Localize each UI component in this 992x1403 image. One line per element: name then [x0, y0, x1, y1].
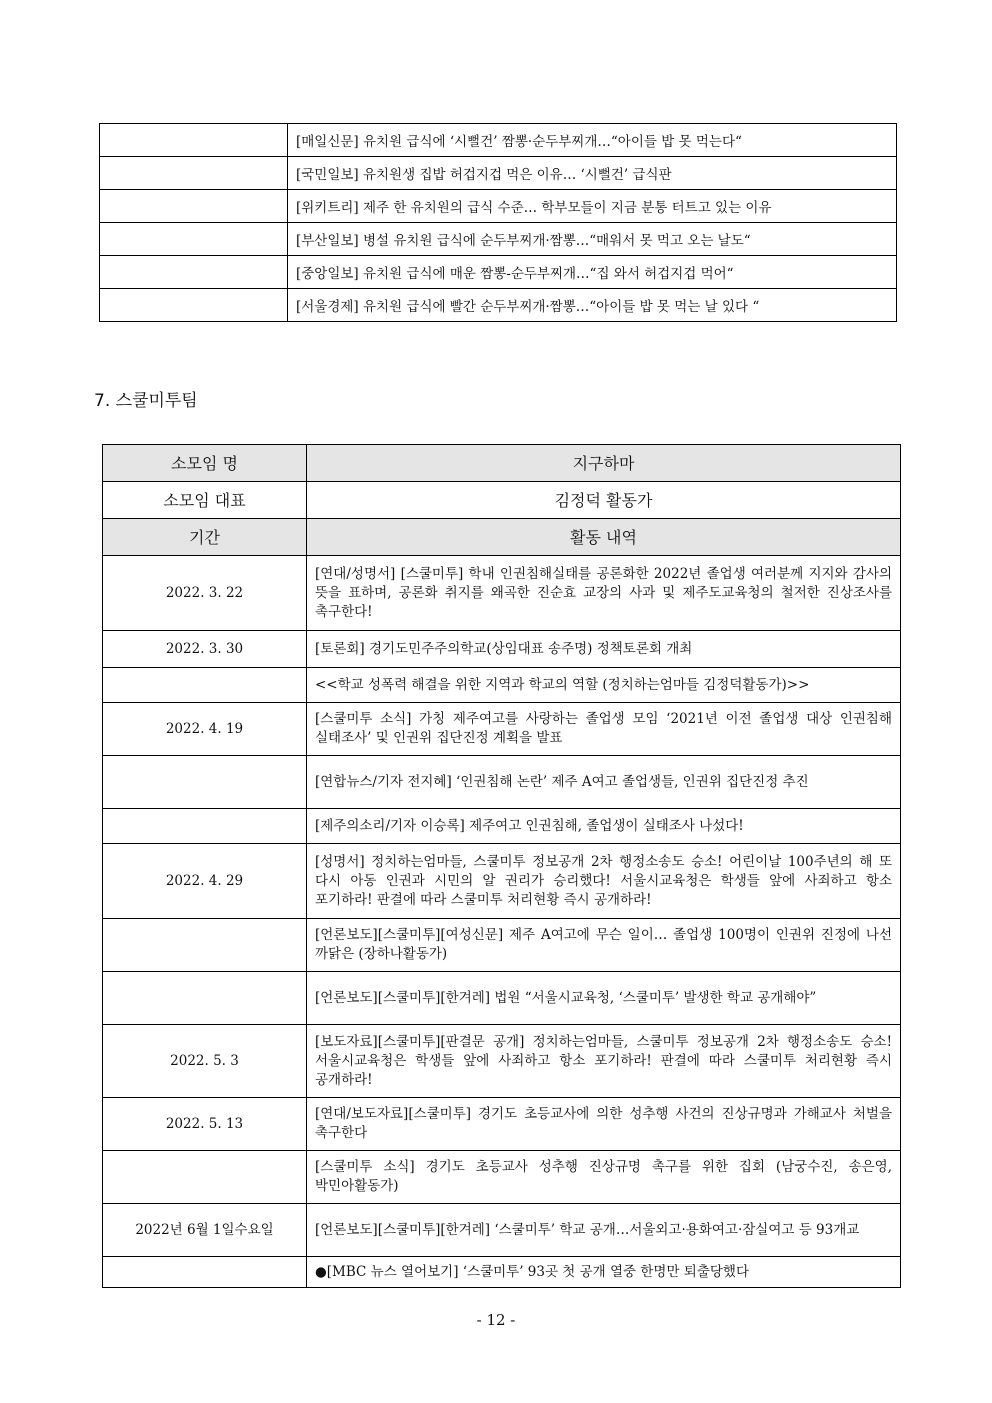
group-name-row: [103, 445, 901, 482]
activity-text: [토론회] 경기도민주주의학교(상임대표 송주명) 정책토론회 개최: [307, 631, 901, 668]
table-row: [100, 223, 897, 256]
activity-date: 2022. 5. 13: [103, 1098, 307, 1151]
activity-text: ●[MBC 뉴스 열어보기] ‘스쿨미투’ 93곳 첫 공개 열중 한명만 퇴출당했다: [307, 1257, 901, 1288]
news-item: [서울경제] 유치원 급식에 빨간 순두부찌개·짬뽕…“아이들 밥 못 먹는 날 있다 “: [288, 289, 897, 322]
activity-table: [102, 444, 901, 1288]
news-item: [국민일보] 유치원생 집밥 허겁지겁 먹은 이유… ‘시뻘건’ 급식판: [288, 157, 897, 190]
table-header-row: [103, 519, 901, 556]
activity-text: [언론보도][스쿨미투][한겨레] 법원 “서울시교육청, ‘스쿨미투’ 발생한 학교 공개해야”: [307, 972, 901, 1025]
table-row: [103, 631, 901, 668]
table-row: [103, 1151, 901, 1204]
activity-date: 2022년 6월 1일수요일: [103, 1204, 307, 1257]
activity-text: [연합뉴스/기자 전지혜] ‘인권침해 논란’ 제주 A여고 졸업생들, 인권위 집단진정 추진: [307, 756, 901, 809]
activity-date: [103, 1151, 307, 1204]
group-rep-value: 김정덕 활동가: [307, 482, 901, 519]
table-row: [100, 157, 897, 190]
table-row: [100, 289, 897, 322]
group-rep-row: [103, 482, 901, 519]
activity-date: [103, 972, 307, 1025]
group-name-label: 소모임 명: [103, 445, 307, 482]
activity-header: 활동 내역: [307, 519, 901, 556]
table-row: [103, 1257, 901, 1288]
news-item: [중앙일보] 유치원 급식에 매운 짬뽕-순두부찌개…“집 와서 허겁지겁 먹어“: [288, 256, 897, 289]
table-row: [103, 844, 901, 919]
activity-text: <<학교 성폭력 해결을 위한 지역과 학교의 역할 (정치하는엄마들 김정덕활동가)>>: [307, 668, 901, 703]
table-row: [103, 668, 901, 703]
activity-text: [스쿨미투 소식] 가칭 제주여고를 사랑하는 졸업생 모임 ‘2021년 이전 졸업생 대상 인권침해 실태조사’ 및 인권위 집단진정 계획을 발표: [307, 703, 901, 756]
news-table: [99, 123, 897, 322]
table-row: [103, 972, 901, 1025]
news-item: [부산일보] 병설 유치원 급식에 순두부찌개·짬뽕…“매워서 못 먹고 오는 날도“: [288, 223, 897, 256]
activity-date: 2022. 5. 3: [103, 1025, 307, 1098]
activity-date: [103, 919, 307, 972]
activity-date: 2022. 3. 30: [103, 631, 307, 668]
table-row: [100, 124, 897, 157]
activity-text: [언론보도][스쿨미투][한겨레] ‘스쿨미투’ 학교 공개…서울외고·용화여고·잠실여고 등 93개교: [307, 1204, 901, 1257]
activity-date: [103, 668, 307, 703]
table-row: [103, 1204, 901, 1257]
page-number: - 12 -: [476, 1311, 516, 1329]
table-row: [103, 556, 901, 631]
activity-date: 2022. 3. 22: [103, 556, 307, 631]
section-title: 7. 스쿨미투팀: [94, 391, 198, 411]
activity-date: 2022. 4. 19: [103, 703, 307, 756]
activity-text: [보도자료][스쿨미투][판결문 공개] 정치하는엄마들, 스쿨미투 정보공개 2차 행정소송도 승소! 서울시교육청은 학생들 앞에 사죄하고 항소 포기하라! 판결에 따라 스쿨미투 처리현황 즉시 공개하라!: [307, 1025, 901, 1098]
group-name-value: 지구하마: [307, 445, 901, 482]
table-row: [103, 1098, 901, 1151]
activity-date: 2022. 4. 29: [103, 844, 307, 919]
activity-text: [성명서] 정치하는엄마들, 스쿨미투 정보공개 2차 행정소송도 승소! 어린이날 100주년의 해 또 다시 아동 인권과 시민의 알 권리가 승리했다! 서울시교육청은 학생들 앞에 사죄하고 항소 포기하라! 판결에 따라 스쿨미투 처리현황 즉시 공개하라!: [307, 844, 901, 919]
activity-date: [103, 809, 307, 844]
activity-text: [연대/성명서] [스쿨미투] 학내 인권침해실태를 공론화한 2022년 졸업생 여러분께 지지와 감사의 뜻을 표하며, 공론화 취지를 왜곡한 진순효 교장의 사과 및 제주도교육청의 철저한 진상조사를 촉구한다!: [307, 556, 901, 631]
table-row: [100, 256, 897, 289]
news-item: [매일신문] 유치원 급식에 ‘시뻘건’ 짬뽕·순두부찌개…“아이들 밥 못 먹는다“: [288, 124, 897, 157]
activity-date: [103, 1257, 307, 1288]
activity-date: [103, 756, 307, 809]
period-header: 기간: [103, 519, 307, 556]
activity-text: [연대/보도자료][스쿨미투] 경기도 초등교사에 의한 성추행 사건의 진상규명과 가해교사 처벌을 촉구한다: [307, 1098, 901, 1151]
table-row: [100, 190, 897, 223]
group-rep-label: 소모임 대표: [103, 482, 307, 519]
news-item: [위키트리] 제주 한 유치원의 급식 수준… 학부모들이 지금 분통 터트고 있는 이유: [288, 190, 897, 223]
table-row: [103, 1025, 901, 1098]
activity-text: [제주의소리/기자 이승록] 제주여고 인권침해, 졸업생이 실태조사 나섰다!: [307, 809, 901, 844]
table-row: [103, 756, 901, 809]
activity-text: [언론보도][스쿨미투][여성신문] 제주 A여고에 무슨 일이… 졸업생 100명이 인권위 진정에 나선 까닭은 (장하나활동가): [307, 919, 901, 972]
activity-text: [스쿨미투 소식] 경기도 초등교사 성추행 진상규명 촉구를 위한 집회 (남궁수진, 송은영, 박민아활동가): [307, 1151, 901, 1204]
table-row: [103, 703, 901, 756]
table-row: [103, 919, 901, 972]
table-row: [103, 809, 901, 844]
